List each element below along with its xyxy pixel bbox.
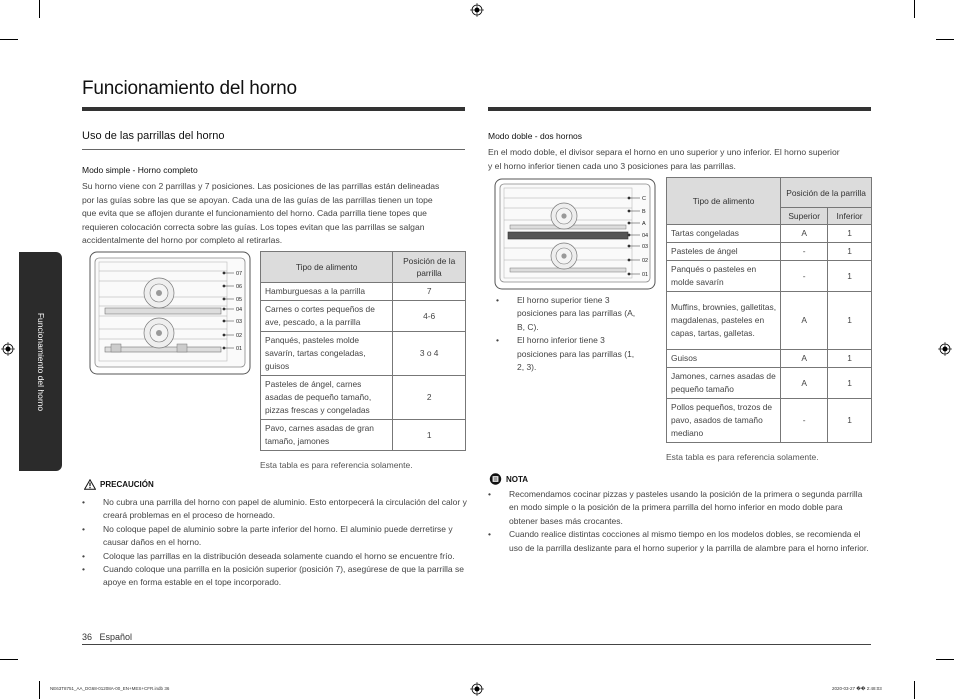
registration-mark-icon	[938, 342, 952, 356]
caution-label: PRECAUCIÓN	[100, 480, 154, 489]
table-cell-lower: 1	[828, 399, 872, 443]
list-item: • El horno inferior tiene 3 posiciones para las parrillas (1, 2, 3).	[496, 334, 636, 374]
table-cell-food: Hamburguesas a la parrilla	[261, 283, 393, 301]
table-header-position: Posición de la parrilla	[393, 252, 466, 283]
paragraph-line: que evita que se aflojen durante el funcionamiento del horno. Cada parrilla tiene topes que	[82, 208, 427, 219]
table-cell-food: Muffins, brownies, galletitas, magdalenas, pasteles en capas, tartas, galletas.	[667, 292, 781, 350]
table-row	[667, 261, 872, 292]
table-note: Esta tabla es para referencia solamente.	[260, 460, 413, 470]
table-header-upper: Superior	[781, 208, 828, 225]
subhead-single-mode: Modo simple - Horno completo	[82, 165, 198, 175]
rack-label: 02	[642, 258, 649, 264]
table-header-food: Tipo de alimento	[261, 252, 393, 283]
rack-label: 02	[236, 333, 243, 339]
paragraph-line: requieren colocación correcta sobre las guías. Los topes evitan que las parrillas se salgan	[82, 221, 425, 232]
table-cell-position: 7	[393, 283, 466, 301]
page-number: 36	[82, 632, 93, 642]
registration-mark-icon	[1, 342, 15, 356]
table-cell-upper: A	[781, 350, 828, 368]
table-cell-position: 3 o 4	[393, 332, 466, 376]
table-cell-food: Panqués, pasteles molde savarín, tartas congeladas, guisos	[261, 332, 393, 376]
list-item: • Recomendamos cocinar pizzas y pasteles usando la posición de la primera o segunda parrilla en modo simple o la posición de la primera parrilla del horno inferior en modo doble para obtener bases más crocantes.	[488, 488, 872, 528]
table-cell-upper: -	[781, 243, 828, 261]
side-tab	[19, 252, 62, 471]
table-header-food: Tipo de alimento	[667, 178, 781, 225]
table-cell-food: Pasteles de ángel	[667, 243, 781, 261]
table-row	[261, 420, 466, 451]
table-row	[667, 243, 872, 261]
list-item: • No coloque papel de aluminio sobre la parte inferior del horno. El aluminio puede derretirse y causar daños en el horno.	[82, 523, 467, 550]
title-bar-left	[82, 107, 465, 111]
rack-label: 01	[642, 272, 649, 278]
crop-mark	[0, 39, 18, 40]
table-cell-food: Guisos	[667, 350, 781, 368]
list-item: • Cuando realice distintas cocciones al mismo tiempo en los modelos dobles, se recomienda el uso de la parrilla deslizante para el horno superior y la parrilla de alambre para el horno inferior.	[488, 528, 872, 555]
table-cell-food: Carnes o cortes pequeños de ave, pescado, a la parrilla	[261, 301, 393, 332]
page-footer	[82, 632, 132, 642]
double-mode-bullets	[496, 294, 636, 374]
rack-label: 01	[236, 346, 243, 352]
table-row	[667, 368, 872, 399]
paragraph-line: accidentalmente del horno por completo al retirarlas.	[82, 235, 283, 246]
table-cell-upper: A	[781, 368, 828, 399]
double-oven-illustration	[494, 178, 656, 290]
page-title: Funcionamiento del horno	[82, 78, 297, 99]
rack-label: B	[642, 209, 646, 215]
section-title: Uso de las parrillas del horno	[82, 130, 225, 142]
note-heading	[489, 473, 528, 485]
print-file-info: NE63T8751_AA_DG68-01208A-00_EN+MES+CFR.indb 36	[50, 686, 170, 691]
table-cell-position: 2	[393, 376, 466, 420]
note-list	[488, 488, 872, 555]
registration-mark-icon	[470, 682, 484, 696]
rack-label: 07	[236, 271, 243, 277]
table-cell-food: Pasteles de ángel, carnes asadas de pequeño tamaño, pizzas frescas y congeladas	[261, 376, 393, 420]
single-mode-table	[260, 251, 466, 451]
rack-label: A	[642, 221, 646, 227]
footer-rule	[82, 644, 871, 645]
table-cell-lower: 1	[828, 243, 872, 261]
list-item: • El horno superior tiene 3 posiciones para las parrillas (A, B, C).	[496, 294, 636, 334]
rack-label: 04	[642, 233, 649, 239]
table-cell-food: Pollos pequeños, trozos de pavo, asados de tamaño mediano	[667, 399, 781, 443]
crop-mark	[936, 659, 954, 660]
table-cell-upper: A	[781, 225, 828, 243]
rack-label: C	[642, 196, 646, 202]
table-cell-lower: 1	[828, 368, 872, 399]
caution-list	[82, 496, 467, 590]
section-rule	[82, 149, 465, 150]
table-cell-position: 4-6	[393, 301, 466, 332]
single-oven-illustration	[89, 251, 251, 375]
footer-language: Español	[99, 632, 133, 642]
crop-mark	[39, 681, 40, 699]
table-cell-lower: 1	[828, 225, 872, 243]
crop-mark	[914, 0, 915, 18]
table-cell-upper: -	[781, 261, 828, 292]
table-row	[261, 283, 466, 301]
table-cell-position: 1	[393, 420, 466, 451]
crop-mark	[914, 681, 915, 699]
paragraph-line: En el modo doble, el divisor separa el horno en uno superior y uno inferior. El horno superior	[488, 147, 840, 157]
table-cell-food: Panqués o pasteles en molde savarín	[667, 261, 781, 292]
table-cell-lower: 1	[828, 292, 872, 350]
subhead-double-mode: Modo doble - dos hornos	[488, 131, 583, 141]
table-row	[667, 292, 872, 350]
caution-heading	[84, 479, 154, 490]
double-mode-paragraph	[488, 146, 840, 173]
table-cell-upper: -	[781, 399, 828, 443]
list-item: • Coloque las parrillas en la distribución deseada solamente cuando el horno se encuentre frío.	[82, 550, 467, 563]
rack-label: 03	[642, 244, 649, 250]
table-cell-food: Pavo, carnes asadas de gran tamaño, jamones	[261, 420, 393, 451]
table-row	[667, 399, 872, 443]
table-cell-food: Tartas congeladas	[667, 225, 781, 243]
table-cell-lower: 1	[828, 350, 872, 368]
table-row	[261, 376, 466, 420]
table-header-position: Posición de la parrilla	[781, 178, 872, 208]
side-tab-label: Funcionamiento del horno	[35, 312, 46, 411]
paragraph-line: Su horno viene con 2 parrillas y 7 posiciones. Las posiciones de las parrillas están delineadas	[82, 181, 440, 191]
print-timestamp: 2020-03-27 �� 2:48:03	[832, 686, 882, 691]
list-item: • Cuando coloque una parrilla en la posición superior (posición 7), asegúrese de que la parrilla se apoye en forma estable en el tope incorporado.	[82, 563, 467, 590]
note-label: NOTA	[506, 474, 529, 484]
rack-label: 03	[236, 319, 243, 325]
paragraph-line: por las guías sobre las que se apoyan. Cada una de las guías de las parrillas tienen un tope	[82, 194, 433, 205]
table-cell-food: Jamones, carnes asadas de pequeño tamaño	[667, 368, 781, 399]
table-row	[261, 332, 466, 376]
list-item: • No cubra una parrilla del horno con papel de aluminio. Esto entorpecerá la circulación del calor y creará problemas en el proceso de horneado.	[82, 496, 467, 523]
crop-mark	[39, 0, 40, 18]
table-header-lower: Inferior	[828, 208, 872, 225]
table-row	[667, 350, 872, 368]
table-cell-upper: A	[781, 292, 828, 350]
note-icon	[489, 473, 502, 485]
rack-label: 04	[236, 307, 243, 313]
title-bar-right	[488, 107, 871, 111]
table-row	[667, 225, 872, 243]
crop-mark	[936, 39, 954, 40]
table-cell-lower: 1	[828, 261, 872, 292]
crop-mark	[0, 659, 18, 660]
table-row	[261, 301, 466, 332]
paragraph-line: y el horno inferior tienen cada uno 3 posiciones para las parrillas.	[488, 160, 736, 171]
rack-label: 06	[236, 284, 243, 290]
warning-icon	[84, 479, 96, 490]
registration-mark-icon	[470, 3, 484, 17]
single-mode-paragraph	[82, 180, 439, 248]
rack-label: 05	[236, 297, 243, 303]
table-note: Esta tabla es para referencia solamente.	[666, 452, 819, 462]
double-mode-table	[666, 177, 872, 443]
